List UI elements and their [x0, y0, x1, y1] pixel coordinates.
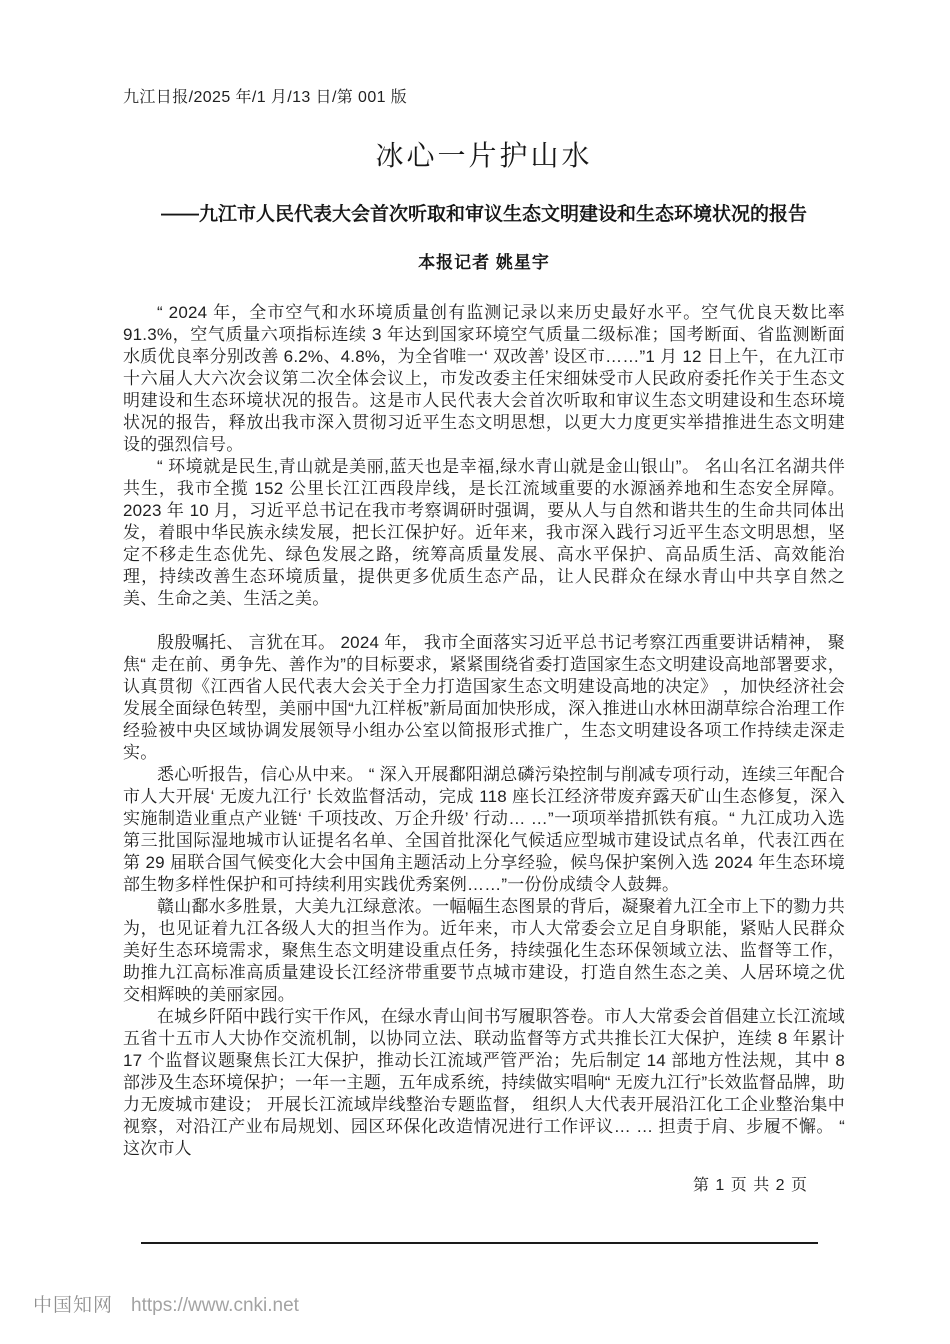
article-body	[123, 302, 845, 1160]
footer-divider	[141, 1242, 818, 1244]
paragraph: 赣山鄱水多胜景，大美九江绿意浓。一幅幅生态图景的背后，凝聚着九江全市上下的勠力共为，也见证着九江各级人大的担当作为。近年来，市人大常委会立足自身职能，紧贴人民群众美好生态环境需求，聚焦生态文明建设重点任务，持续强化生态环保领域立法、监督等工作，助推九江高标准高质量建设长江经济带重要节点城市建设，打造自然生态之美、人居环境之优交相辉映的美丽家园。	[123, 897, 845, 1004]
paragraph: “ 环境就是民生,青山就是美丽,蓝天也是幸福,绿水青山就是金山银山”。 名山名江名湖共伴共生，我市全揽 152 公里长江江西段岸线，是长江流域重要的水源涵养地和生态安全屏障。2023 年 10 月，习近平总书记在我市考察调研时强调，要从人与自然和谐共生的生命共同体出发，着眼中华民族永续发展，把长江保护好。近年来，我市深入践行习近平生态文明思想，坚定不移走生态优先、绿色发展之路，统筹高质量发展、高水平保护、高品质生活、高效能治理，持续改善生态环境质量，提供更多优质生态产品，让人民群众在绿水青山中共享自然之美、生命之美、生活之美。	[123, 457, 845, 608]
source-line: 九江日报/2025 年/1 月/13 日/第 001 版	[123, 89, 408, 106]
cnki-brand: 中国知网	[33, 1295, 114, 1316]
paragraph: 在城乡阡陌中践行实干作风，在绿水青山间书写履职答卷。市人大常委会首倡建立长江流域五省十五市人大协作交流机制，以协同立法、联动监督等方式共推长江大保护，连续 8 年累计 17 个监督议题聚焦长江大保护，推动长江流域严管严治；先后制定 14 部地方性法规，其中 8 部涉及生态环境保护；一年一主题，五年成系统，持续做实唱响“ 无废九江行”长效监督品牌，助力无废城市建设； 开展长江流域岸线整治专题监督， 组织人大代表开展沿江化工企业整治集中视察，对沿江产业布局规划、园区环保化改造情况进行工作评议… … 担责于肩、步履不懈。 “ 这次市人	[123, 1007, 845, 1158]
article-subtitle: ——九江市人民代表大会首次听取和审议生态文明建设和生态环境状况的报告	[160, 204, 807, 225]
paragraph: 殷殷嘱托、 言犹在耳。 2024 年， 我市全面落实习近平总书记考察江西重要讲话精神， 聚焦“ 走在前、勇争先、善作为”的目标要求，紧紧围绕省委打造国家生态文明建设高地部署要求，认真贯彻《江西省人民代表大会关于全力打造国家生态文明建设高地的决定》 ，加快经济社会发展全面绿色转型，美丽中国“九江样板”新局面加快形成，深入推进山水林田湖草综合治理工作经验被中央区域协调发展领导小组办公室以简报形式推广，生态文明建设各项工作持续走深走实。	[123, 633, 845, 762]
cnki-url-link[interactable]: https://www.cnki.net	[131, 1295, 299, 1316]
cnki-watermark	[33, 1290, 299, 1317]
page-indicator: 第 1 页 共 2 页	[692, 1177, 808, 1194]
article-title: 冰心一片护山水	[375, 140, 593, 171]
paragraph: “ 2024 年，全市空气和水环境质量创有监测记录以来历史最好水平。空气优良天数比率 91.3%，空气质量六项指标连续 3 年达到国家环境空气质量二级标准；国考断面、省监测断面水质优良率分别改善 6.2%、4.8%，为全省唯一‘ 双改善’ 设区市……”1 月 12 日上午，在九江市十六届人大六次会议第二次全体会议上，市发改委主任宋细妹受市人民政府委托作关于生态文明建设和生态环境状况的报告。这是市人民代表大会首次听取和审议生态文明建设和生态环境状况的报告，释放出我市深入贯彻习近平生态文明思想，以更大力度更实举措推进生态文明建设的强烈信号。	[123, 303, 845, 454]
paragraph: 悉心听报告，信心从中来。 “ 深入开展鄱阳湖总磷污染控制与削减专项行动，连续三年配合市人大开展‘ 无废九江行’ 长效监督活动，完成 118 座长江经济带废弃露天矿山生态修复，深入实施制造业重点产业链‘ 千项技改、万企升级’ 行动… …”一项项举措抓铁有痕。“ 九江成功入选第三批国际湿地城市认证提名名单、全国首批深化气候适应型城市建设试点名单，代表江西在第 29 届联合国气候变化大会中国角主题活动上分享经验，候鸟保护案例入选 2024 年生态环境部生物多样性保护和可持续利用实践优秀案例……”一份份成绩令人鼓舞。	[123, 765, 845, 894]
byline: 本报记者 姚星宇	[418, 253, 550, 272]
article-content	[123, 84, 845, 1195]
